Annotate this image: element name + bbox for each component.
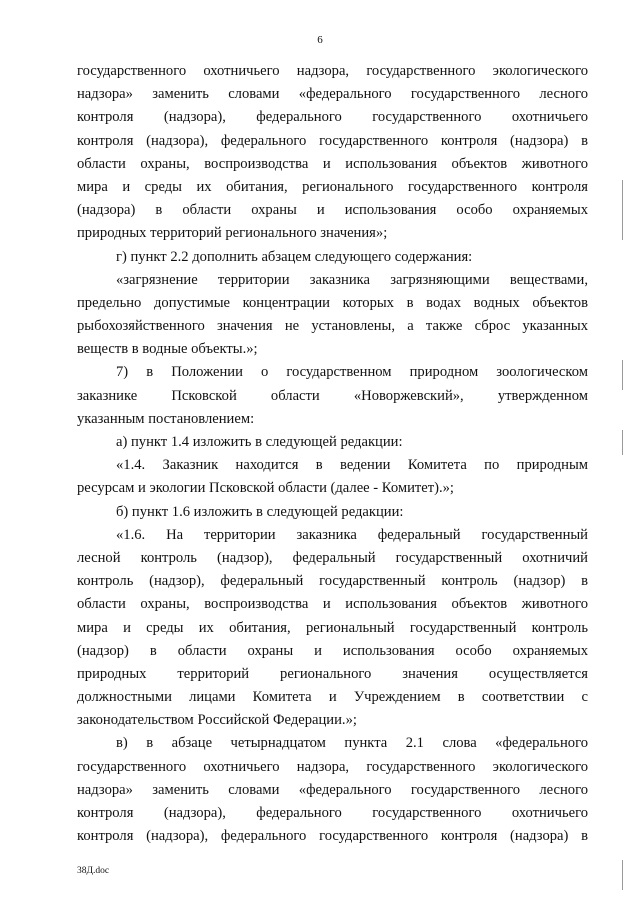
text-line: указанным постановлением: <box>77 410 255 427</box>
text-line: мира и среды их обитания, регионального государственного контроля <box>77 178 588 195</box>
scan-edge-mark <box>622 360 623 390</box>
scan-edge-mark <box>622 860 623 890</box>
text-line: «загрязнение территории заказника загрязняющими веществами, <box>116 271 588 288</box>
text-line: области охраны, воспроизводства и использования объектов животного <box>77 155 588 172</box>
text-line: государственного охотничьего надзора, государственного экологического <box>77 758 588 775</box>
text-line: государственного охотничьего надзора, государственного экологического <box>77 63 588 79</box>
text-line: области охраны, воспроизводства и использования объектов животного <box>77 596 588 613</box>
text-line: контроля (надзора), федерального государственного охотничьего <box>77 805 588 821</box>
text-line: «1.4. Заказник находится в ведении Комитета по природным <box>116 457 588 474</box>
text-line: контроля (надзора), федерального государственного контроля (надзора) в <box>77 828 588 845</box>
text-line: законодательством Российской Федерации.»; <box>77 712 357 729</box>
scan-edge-mark <box>622 430 623 455</box>
text-line: контроля (надзора), федерального государственного контроля (надзора) в <box>77 132 588 149</box>
text-line: в) в абзаце четырнадцатом пункта 2.1 слова «федерального <box>116 735 588 752</box>
text-line: заказнике Псковской области «Новоржевский», утвержденном <box>77 387 588 404</box>
text-line: природных территорий регионального значения осуществляется <box>77 665 588 682</box>
text-line: (надзора) в области охраны и использования особо охраняемых <box>77 202 588 219</box>
page-number: 6 <box>317 34 323 46</box>
text-line: веществ в водные объекты.»; <box>77 341 258 358</box>
text-line: контроль (надзор), федеральный государственный контроль (надзор) в <box>77 573 588 590</box>
document-body <box>77 60 588 848</box>
footer-filename: 38Д.doc <box>77 866 110 876</box>
text-line: (надзор) в области охраны и использования особо охраняемых <box>77 642 588 659</box>
text-line: а) пункт 1.4 изложить в следующей редакции: <box>116 434 403 450</box>
scan-edge-mark <box>622 180 623 240</box>
text-line: предельно допустимые концентрации которых в водах водных объектов <box>77 294 588 311</box>
text-line: ресурсам и экологии Псковской области (далее - Комитет).»; <box>77 480 454 497</box>
text-line: надзора» заменить словами «федерального государственного лесного <box>77 86 588 103</box>
text-line: лесной контроль (надзор), федеральный государственный охотничий <box>77 549 588 566</box>
text-line: должностными лицами Комитета и Учреждением в соответствии с <box>77 689 588 706</box>
text-line: рыбохозяйственного значения не установлены, а также сброс указанных <box>77 318 588 335</box>
text-line: надзора» заменить словами «федерального государственного лесного <box>77 781 588 798</box>
text-line: г) пункт 2.2 дополнить абзацем следующего содержания: <box>116 248 473 265</box>
text-line: контроля (надзора), федерального государственного охотничьего <box>77 109 588 126</box>
text-line: мира и среды их обитания, региональный государственный контроль <box>77 619 588 636</box>
text-line: б) пункт 1.6 изложить в следующей редакции: <box>116 503 404 520</box>
text-line: природных территорий регионального значения»; <box>77 225 388 242</box>
text-line: «1.6. На территории заказника федеральный государственный <box>116 526 588 543</box>
text-line: 7) в Положении о государственном природном зоологическом <box>116 364 588 381</box>
